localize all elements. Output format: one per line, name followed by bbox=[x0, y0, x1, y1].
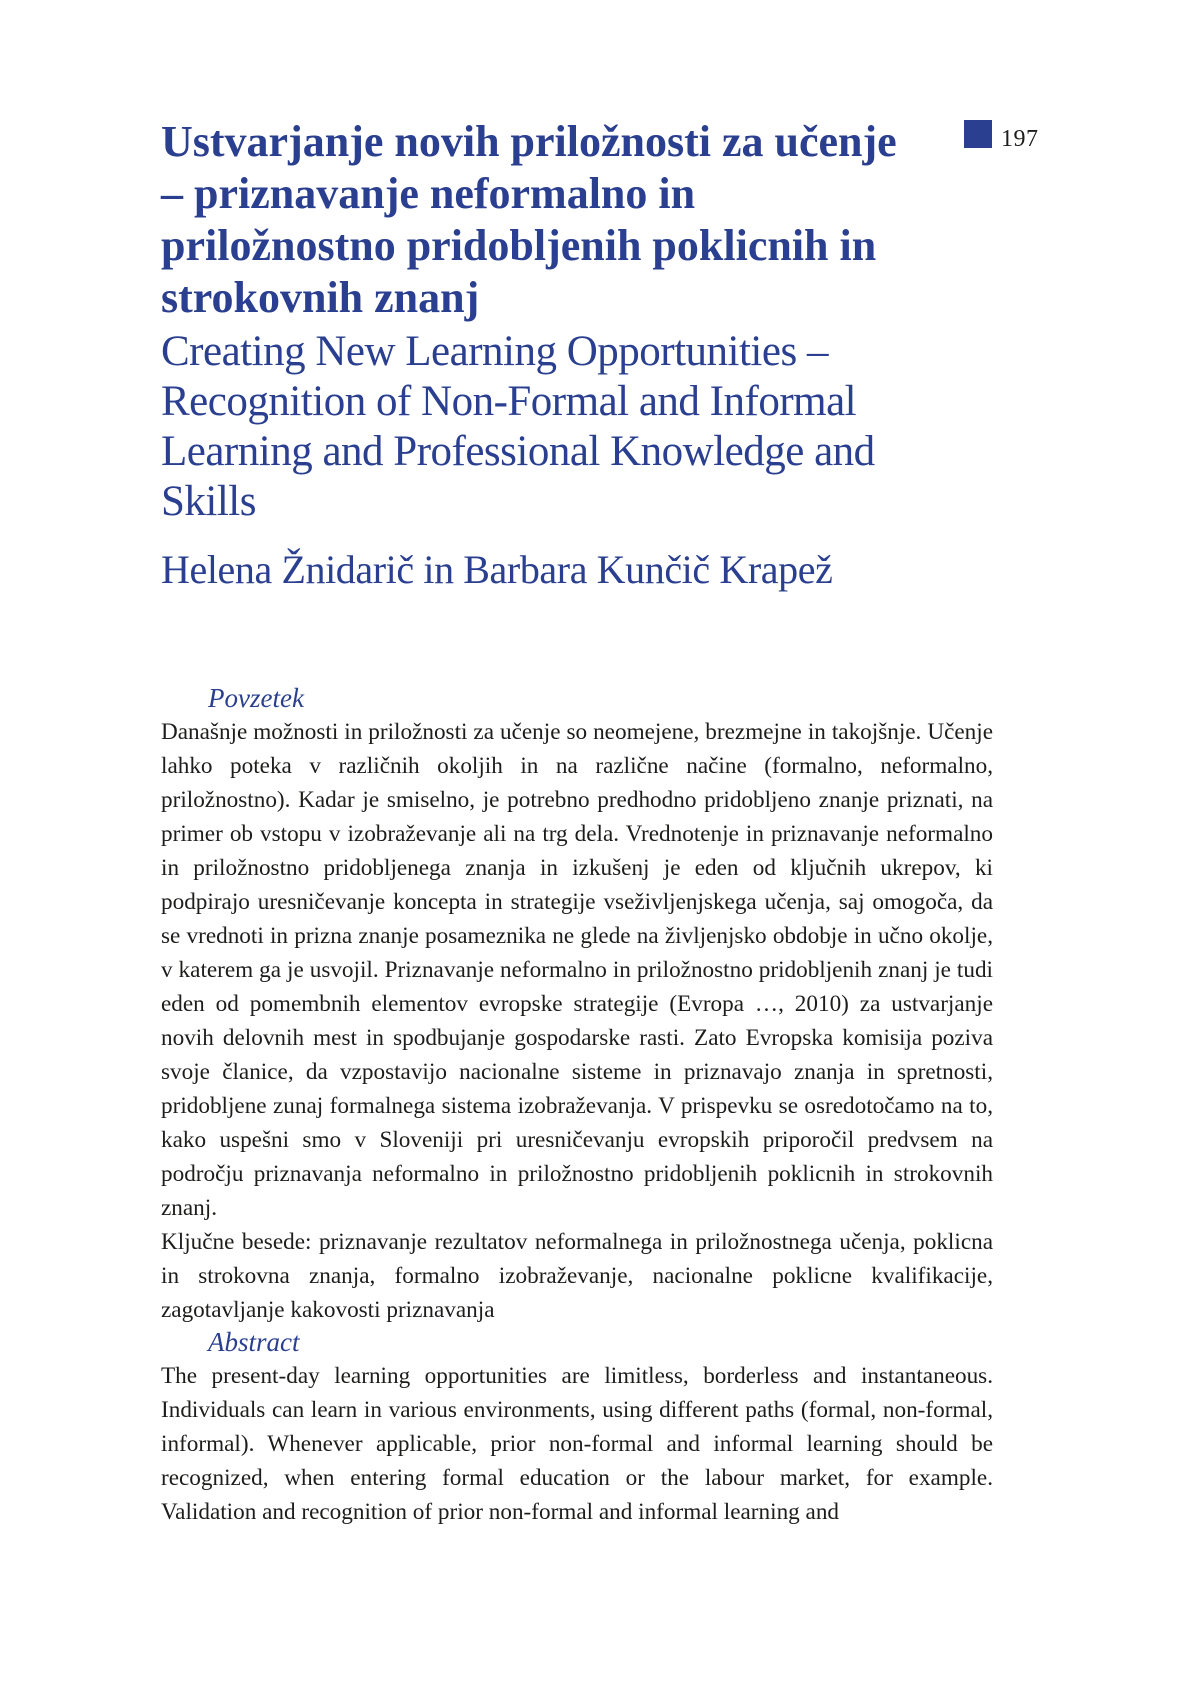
keywords: Ključne besede: priznavanje rezultatov neformalnega in priložnostnega učenja, poklicna in strokovna znanja, formalno izobraževanje, nacionalne poklicne kvalifikacije, zagotavljanje kakovosti priznavanja bbox=[161, 1229, 993, 1323]
abstract-text: The present-day learning opportunities are limitless, borderless and instantaneous. Individuals can learn in various environments, using different paths (formal, non-formal, informal). Whenever applicable, prior non-formal and informal learning should be recognized, when entering formal education or the labour market, for example. Validation and recognition of prior non-formal and informal learning and bbox=[161, 1363, 993, 1525]
page-number: 197 bbox=[1001, 126, 1039, 152]
povzetek-heading: Povzetek bbox=[208, 683, 304, 713]
title-english: Creating New Learning Opportunities – Recognition of Non-Formal and Informal Learning and Professional Knowledge and Skills bbox=[161, 328, 875, 525]
abstract-heading: Abstract bbox=[208, 1327, 300, 1357]
page-marker-square bbox=[964, 120, 992, 148]
authors: Helena Žnidarič in Barbara Kunčič Krapež bbox=[161, 547, 833, 592]
title-slovene: Ustvarjanje novih priložnosti za učenje – priznavanje neformalno in priložnostno pridobljenih poklicnih in strokovnih znanj bbox=[161, 117, 897, 322]
povzetek-section bbox=[161, 681, 993, 1327]
abstract-section bbox=[161, 1325, 993, 1529]
povzetek-text: Današnje možnosti in priložnosti za učenje so neomejene, brezmejne in takojšnje. Učenje lahko poteka v različnih okoljih in na različne načine (formalno, neformalno, priložnostno). Kadar je smiselno, je potrebno predhodno pridobljeno znanje priznati, na primer ob vstopu v izobraževanje ali na trg dela. Vrednotenje in priznavanje neformalno in priložnostno pridobljenega znanja in izkušenj je eden od ključnih ukrepov, ki podpirajo uresničevanje koncepta in strategije vseživljenjskega učenja, saj omogoča, da se vrednoti in prizna znanje posameznika ne glede na življenjsko obdobje in učno okolje, v katerem ga je usvojil. Priznavanje neformalno in priložnostno pridobljenih znanj je tudi eden od pomembnih elementov evropske strategije (Evropa …, 2010) za ustvarjanje novih delovnih mest in spodbujanje gospodarske rasti. Zato Evropska komisija poziva svoje članice, da vzpostavijo nacionalne sisteme in priznavajo znanja in spretnosti, pridobljene zunaj formalnega sistema izobraževanja. V prispevku se osredotočamo na to, kako uspešni smo v Sloveniji pri uresničevanju evropskih priporočil predvsem na področju priznavanja neformalno in priložnostno pridobljenih poklicnih in strokovnih znanj. bbox=[161, 719, 993, 1221]
